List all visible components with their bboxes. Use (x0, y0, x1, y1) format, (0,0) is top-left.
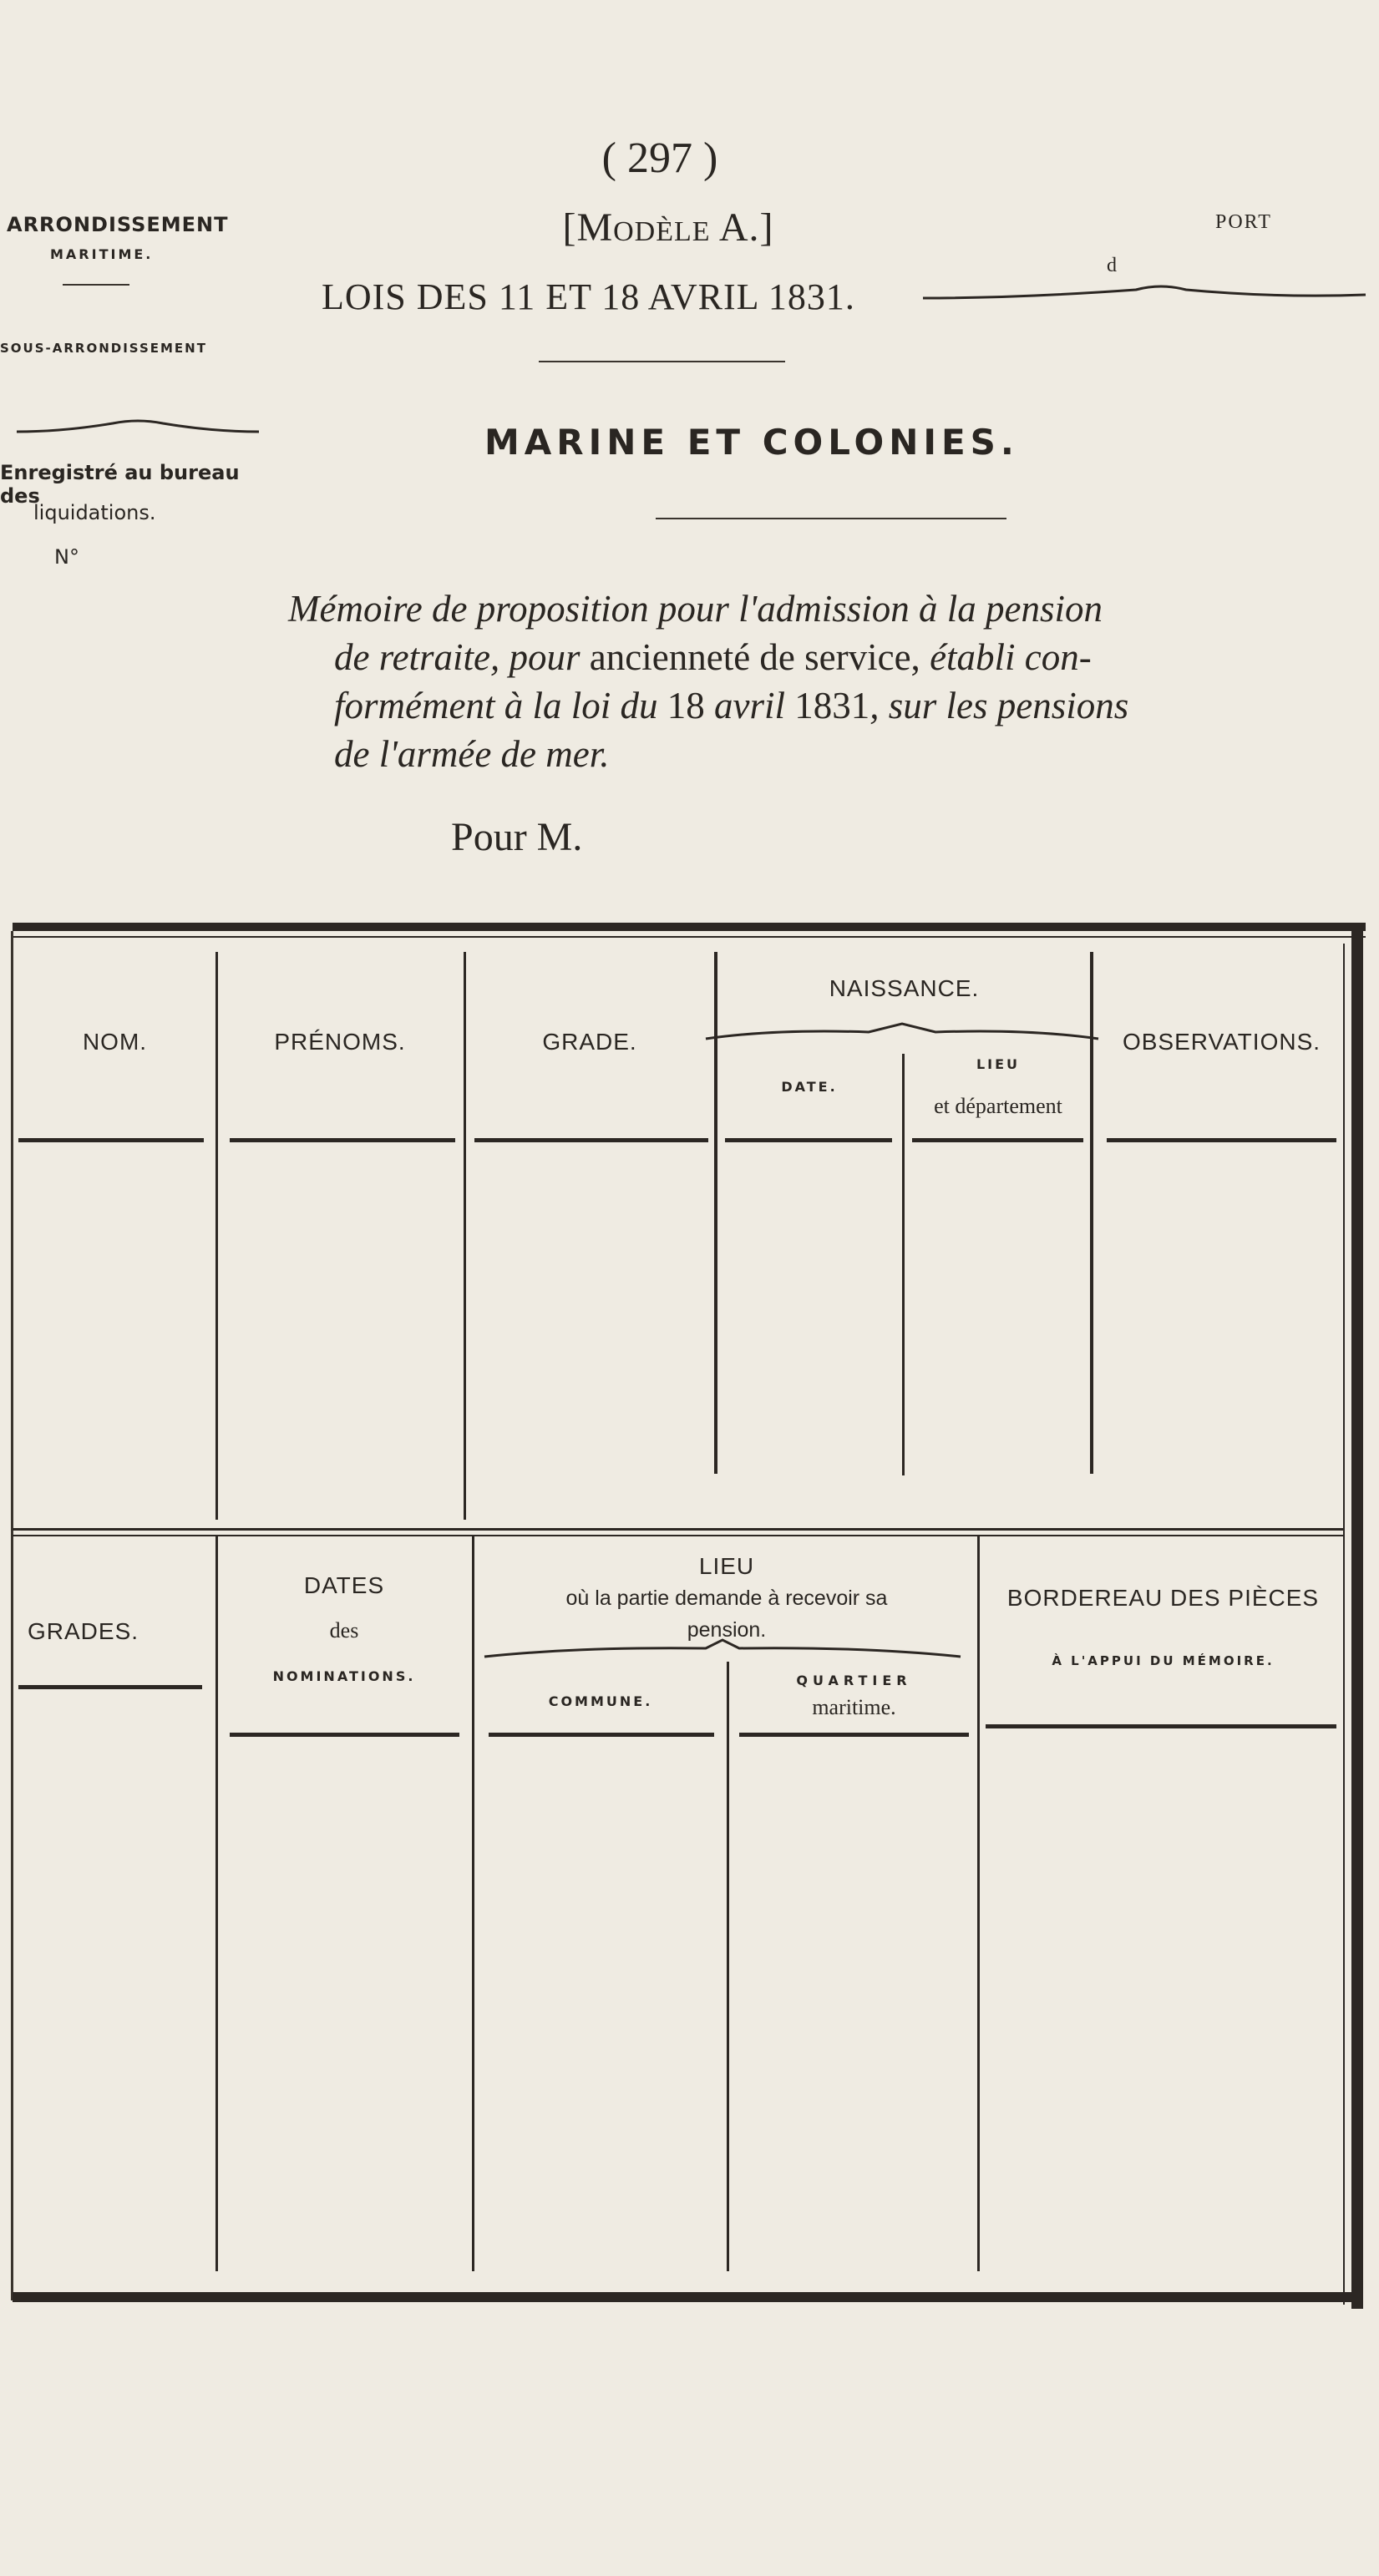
rule-under-law-title (539, 361, 785, 362)
column-divider (727, 1662, 729, 2271)
header-underline (230, 1733, 459, 1737)
memoire-fragment: établi con- (930, 636, 1092, 678)
column-divider (215, 1536, 218, 2271)
header-lieu-desc-2: pension. (687, 1618, 767, 1642)
table-frame-top (13, 923, 1366, 931)
header-underline (725, 1138, 892, 1142)
header-grade: GRADE. (542, 1029, 637, 1055)
memoire-fragment: avril (713, 685, 795, 726)
memoire-paragraph (288, 585, 1374, 778)
law-title: LOIS DES 11 ET 18 AVRIL 1831. (322, 276, 855, 317)
margin-sous-arrondissement: SOUS-ARRONDISSEMENT (0, 341, 207, 356)
header-underline (489, 1733, 714, 1737)
margin-port-d: d (1107, 255, 1117, 276)
column-divider (464, 952, 466, 1520)
memoire-fragment: ancienneté de service, (589, 636, 930, 678)
column-divider (215, 952, 218, 1520)
header-underline (18, 1138, 204, 1142)
header-nominations: NOMINATIONS. (272, 1668, 416, 1684)
header-bordereau: BORDEREAU DES PIÈCES (1006, 1585, 1320, 1611)
memoire-fragment: 1831 (794, 685, 870, 726)
column-divider (977, 1536, 980, 2271)
table-mid-divider (13, 1528, 1345, 1531)
memoire-fragment: , sur les pensions (869, 685, 1129, 726)
header-underline (1107, 1138, 1336, 1142)
margin-numero: N° (54, 545, 79, 569)
header-prenoms: PRÉNOMS. (274, 1029, 406, 1055)
header-underline (230, 1138, 455, 1142)
memoire-fragment: formément à la loi du (334, 685, 667, 726)
memoire-line-2 (288, 633, 1374, 681)
header-quartier: QUARTIER (796, 1673, 912, 1688)
memoire-line-1: Mémoire de proposition pour l'admission à la pension (288, 588, 1103, 630)
header-des: des (329, 1618, 359, 1642)
margin-brace-right (919, 280, 1370, 305)
table-frame-right-thin (1343, 944, 1345, 2305)
header-underline (18, 1685, 202, 1689)
table-frame-right (1351, 923, 1363, 2309)
header-underline (912, 1138, 1083, 1142)
header-grades: GRADES. (28, 1618, 139, 1644)
table-frame-bottom (13, 2292, 1357, 2302)
margin-liquidations: liquidations. (33, 501, 156, 524)
header-lieu-bottom: LIEU (698, 1553, 755, 1579)
table-frame-top-thin (13, 936, 1366, 938)
header-naissance: NAISSANCE. (829, 975, 980, 1001)
header-underline (474, 1138, 708, 1142)
rule-under-heading (656, 518, 1006, 519)
memoire-line-4: de l'armée de mer. (334, 733, 610, 775)
margin-brace-left (13, 413, 263, 438)
header-quartier-maritime: maritime. (812, 1695, 896, 1719)
margin-port: PORT (1215, 211, 1272, 233)
header-appui: À L'APPUI DU MÉMOIRE. (1052, 1653, 1275, 1668)
header-lieu-desc-1: où la partie demande à recevoir sa (565, 1587, 888, 1610)
margin-rule (63, 284, 129, 286)
column-divider (472, 1536, 474, 2271)
memoire-fragment: de retraite, (334, 636, 500, 678)
memoire-fragment: pour (499, 636, 590, 678)
header-commune: COMMUNE. (548, 1693, 653, 1709)
margin-arrondissement: ARRONDISSEMENT (7, 213, 229, 236)
header-observations: OBSERVATIONS. (1122, 1029, 1321, 1055)
pour-label: Pour M. (451, 815, 583, 859)
margin-enregistre: Enregistré au bureau des (0, 461, 240, 508)
margin-maritime: MARITIME. (50, 246, 154, 262)
header-dates: DATES (303, 1572, 385, 1598)
header-nom: NOM. (82, 1029, 148, 1055)
header-date: DATE. (781, 1079, 838, 1095)
table-frame-left (11, 931, 13, 2300)
naissance-brace (702, 1020, 1103, 1045)
header-underline (739, 1733, 969, 1737)
section-heading: MARINE ET COLONIES. (484, 422, 1019, 463)
header-lieu: LIEU (976, 1056, 1021, 1072)
lieu-brace (480, 1637, 965, 1662)
memoire-line-3 (288, 681, 1374, 730)
header-underline (986, 1724, 1336, 1728)
page-number: ( 297 ) (601, 134, 718, 182)
memoire-fragment: 18 (667, 685, 714, 726)
table-mid-divider-thin (13, 1535, 1345, 1536)
model-label: [Modèle A.] (562, 205, 774, 250)
header-et-departement: et département (934, 1094, 1062, 1118)
